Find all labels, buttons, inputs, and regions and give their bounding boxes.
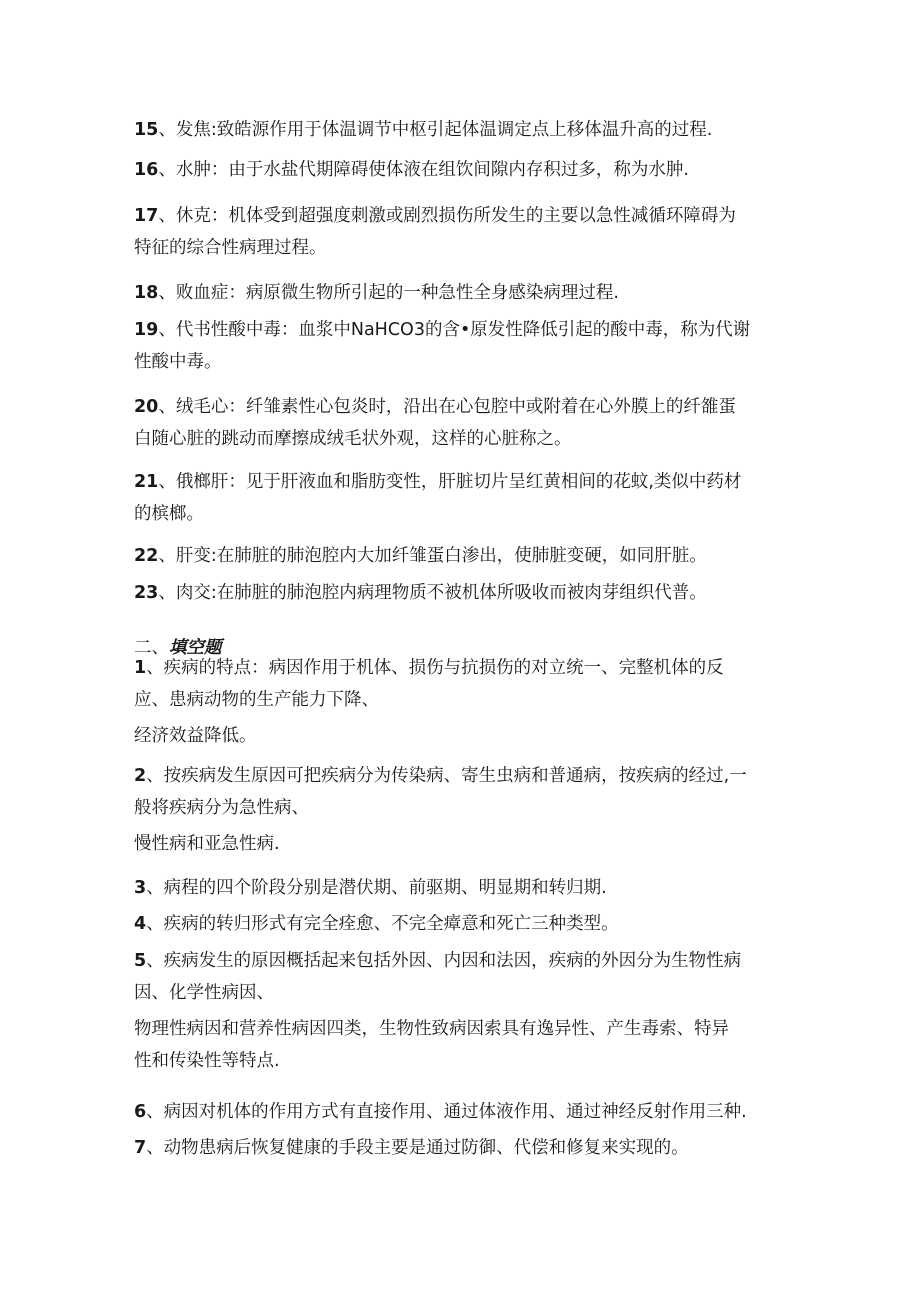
definition-item-19 [134,318,750,374]
item-text: 、肝变:在肺脏的肺泡腔内大加纤雏蛋白渗出，使肺脏变硬，如同肝脏。 [158,546,707,566]
item-text: 、疾病的特点：病因作用于机体、损伤与抗损伤的对立统一、完整机体的反 [146,658,724,678]
item-number: 22 [134,546,159,566]
item-text: 、病因对机体的作用方式有直接作用、通过体液作用、通过神经反射作用三种. [146,1102,747,1122]
fill-blank-item-6 [134,1100,747,1124]
item-number: 23 [134,583,159,603]
item-number: 15 [134,120,159,140]
item-text: 、疾病发生的原因概括起来包括外因、内因和法因，疾病的外因分为生物性病 [146,951,742,971]
definition-item-22 [134,544,707,568]
item-text-continued: 般将疾病分为急性病、 [134,798,309,818]
item-text-continued: 的槟榔。 [134,504,204,524]
definition-item-21 [134,470,741,526]
item-text-continued: 白随心脏的跳动而摩擦成绒毛状外观，这样的心脏称之。 [134,429,572,449]
item-text: 、疾病的转归形式有完全痊愈、不完全瘴意和死亡三种类型。 [146,914,619,934]
item-text: 、代书性酸中毒：血浆中NaHCO3的含•原发性降低引起的酸中毒，称为代谢 [158,320,751,340]
item-text: 、病程的四个阶段分别是潜伏期、前驱期、明显期和转归期. [146,878,607,898]
definition-item-16 [134,158,689,182]
fill-blank-item-3 [134,876,607,900]
item-text-continued: 物理性病因和营养性病因四类，生物性致病因索具有逸异性、产生毒索、特异 [134,1019,729,1039]
item-text-continued: 经济效益降低。 [134,726,257,746]
item-text: 、按疾病发生原因可把疾病分为传染病、寄生虫病和普通病，按疾病的经过,一 [146,766,747,786]
item-text: 、俄榔肝：见于肝液血和脂肪变性，肝脏切片呈红黄相间的花蚊,类似中药材 [158,472,742,492]
item-text: 、动物患病后恢复健康的手段主要是通过防御、代偿和修复来实现的。 [146,1138,689,1158]
item-text-continued: 特征的综合性病理过程。 [134,238,327,258]
item-text-continued: 性酸中毒。 [134,352,222,372]
item-text: 、肉交:在肺脏的肺泡腔内病理物质不被机体所吸收而被肉芽组织代普。 [158,583,707,603]
fill-blank-item-1 [134,656,724,748]
section-prefix: 二、 [134,637,169,658]
fill-blank-item-2 [134,764,747,856]
item-text: 、发焦:致皓源作用于体温调节中枢引起体温调定点上移体温升高的过程. [158,120,713,140]
item-text: 、绒毛心：纤雏素性心包炎时，沿出在心包腔中或附着在心外膜上的纤雒蛋 [158,397,736,417]
item-text: 、败血症：病原微生物所引起的一种急性全身感染病理过程. [158,283,619,303]
item-number: 7 [134,1138,147,1158]
item-number: 20 [134,397,159,417]
item-number: 4 [134,914,147,934]
definition-item-18 [134,281,619,305]
item-number: 16 [134,160,159,180]
item-number: 5 [134,951,147,971]
fill-blank-item-4 [134,912,619,936]
fill-blank-item-7 [134,1136,689,1160]
item-text-continued: 因、化学性病因、 [134,983,274,1003]
item-text: 、水肿：由于水盐代期障碍使体液在组饮间隙内存积过多，称为水肿. [158,160,689,180]
definition-item-20 [134,395,736,451]
item-text-continued: 应、患病动物的生产能力下降、 [134,690,379,710]
definition-item-23 [134,581,707,605]
item-number: 21 [134,472,159,492]
item-number: 2 [134,766,147,786]
item-number: 17 [134,206,159,226]
item-text-continued: 慢性病和亚急性病. [134,834,280,854]
item-number: 3 [134,878,147,898]
definition-item-15 [134,118,712,142]
item-number: 1 [134,658,147,678]
item-number: 19 [134,320,159,340]
item-number: 18 [134,283,159,303]
item-number: 6 [134,1102,147,1122]
definition-item-17 [134,204,736,260]
fill-blank-item-5 [134,949,741,1073]
item-text-continued: 性和传染性等特点. [134,1051,280,1071]
section-title: 填空题 [169,637,222,658]
item-text: 、休克：机体受到超强度刺激或剧烈损伤所发生的主要以急性减循环障碍为 [158,206,736,226]
